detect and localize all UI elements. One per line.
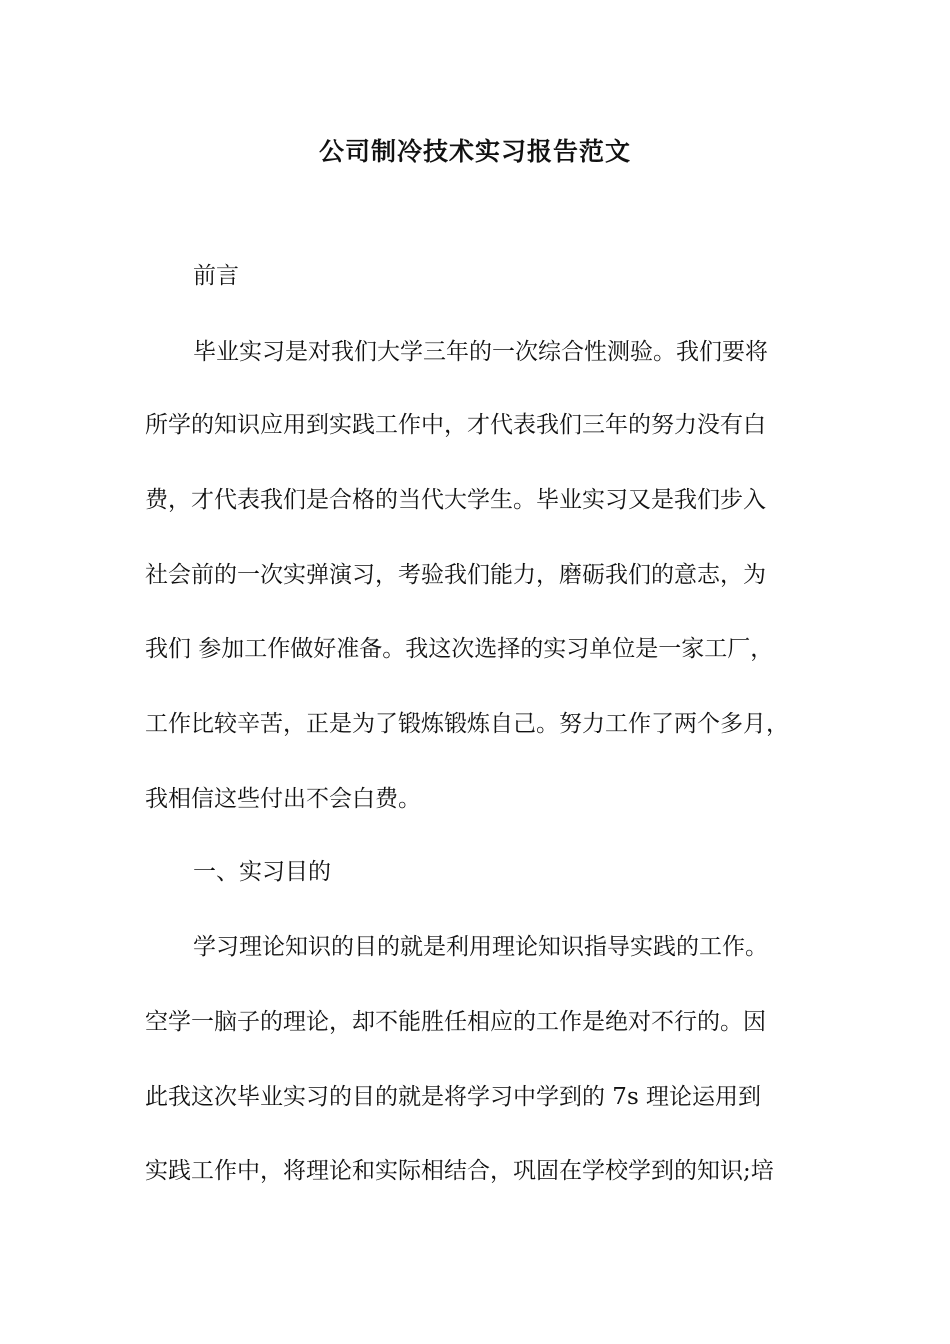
- paragraph-line: 所学的知识应用到实践工作中，才代表我们三年的努力没有白: [145, 412, 766, 438]
- paragraph-line: 我相信这些付出不会白费。: [145, 786, 421, 812]
- paragraph-line: 毕业实习是对我们大学三年的一次综合性测验。我们要将: [193, 339, 768, 365]
- paragraph-line: 社会前的一次实弹演习，考验我们能力，磨砺我们的意志，为: [145, 562, 766, 588]
- paragraph-line: 我们 参加工作做好准备。我这次选择的实习单位是一家工厂，: [145, 636, 774, 662]
- section-heading-preface: 前言: [193, 263, 239, 289]
- document-title: 公司制冷技术实习报告范文: [318, 137, 631, 166]
- paragraph-line: 费，才代表我们是合格的当代大学生。毕业实习又是我们步入: [145, 487, 766, 513]
- paragraph-line: 工作比较辛苦，正是为了锻炼锻炼自己。努力工作了两个多月，: [145, 711, 789, 737]
- paragraph-line: 空学一脑子的理论，却不能胜任相应的工作是绝对不行的。因: [145, 1009, 766, 1035]
- section-heading-purpose: 一、实习目的: [193, 859, 331, 885]
- paragraph-line: 此我这次毕业实习的目的就是将学习中学到的 7s 理论运用到: [145, 1084, 762, 1110]
- paragraph-line: 学习理论知识的目的就是利用理论知识指导实践的工作。: [193, 934, 768, 960]
- paragraph-line: 实践工作中，将理论和实际相结合，巩固在学校学到的知识;培: [145, 1158, 774, 1184]
